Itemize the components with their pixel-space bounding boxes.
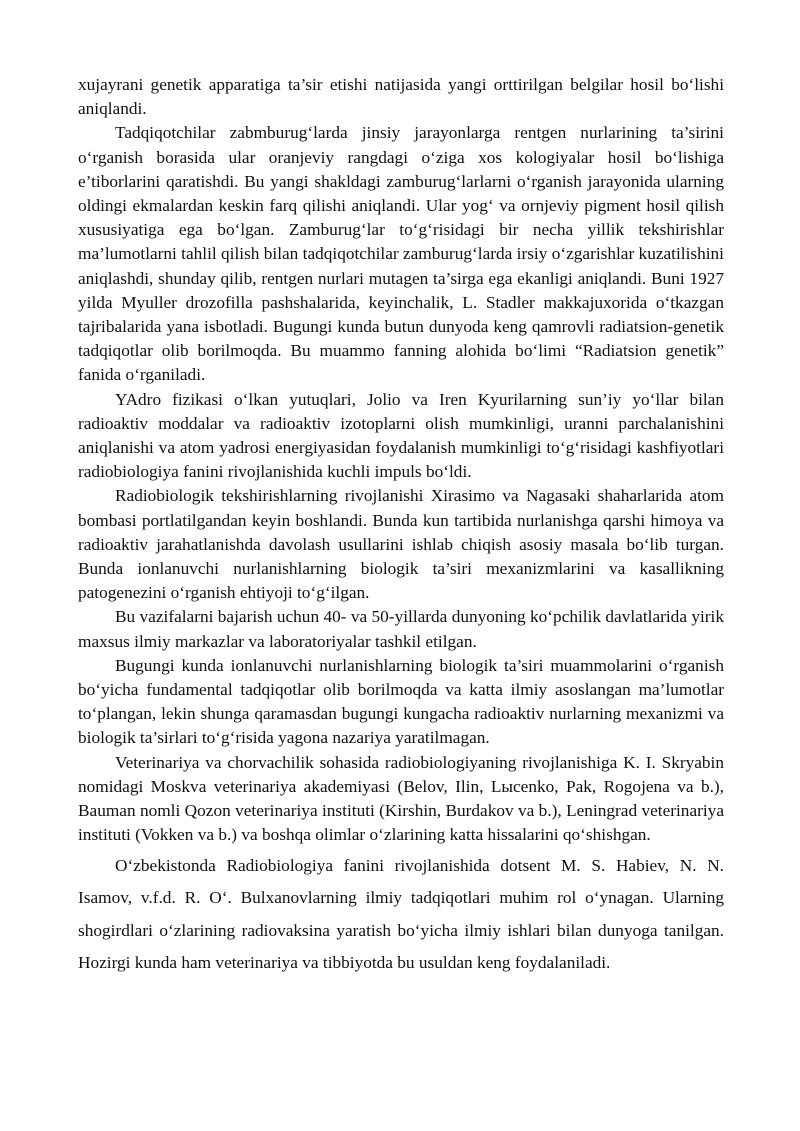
paragraph-radiobiology-history: Radiobiologik tekshirishlarning rivojlanishi Xirasimo va Nagasaki shaharlarida atom bombasi portlatilgandan keyin boshlandi. Bunda kun tartibida nurlanishga qarshi himoya va radioaktiv jarahatlanishda davolash usullarini ishlab chiqish asosiy masala bo‘lib turgan. Bunda ionlanuvchi nurlanishlarning biologik ta’siri mexanizmlarini va kasallikning patogenezini o‘rganish ehtiyoji to‘g‘ilgan.: [78, 486, 724, 603]
paragraph-current-research: Bugungi kunda ionlanuvchi nurlanishlarning biologik ta’siri muammolarini o‘rganish bo‘yicha fundamental tadqiqotlar olib borilmoqda va katta ilmiy asoslangan ma’lumotlar to‘plangan, lekin shunga qaramasdan bugungi kungacha radioaktiv nurlarning mexanizmi va biologik ta’sirlari to‘g‘risida yagona nazariya yaratilmagan.: [78, 655, 724, 748]
paragraph-uzbekistan: O‘zbekistonda Radiobiologiya fanini rivojlanishida dotsent M. S. Habiev, N. N. Isamov, v.f.d. R. O‘. Bulxanovlarning ilmiy tadqiqotlari muhim rol o‘ynagan. Ularning shogirdlari o‘zlarining radiovaksina yaratish bo‘yicha ilmiy ishlari bilan dunyoga tanilgan. Hozirgi kunda ham veterinariya va tibbiyotda bu usuldan keng foydalaniladi.: [78, 855, 724, 972]
paragraph-nuclear-physics: YAdro fizikasi o‘lkan yutuqlari, Jolio va Iren Kyurilarning sun’iy yo‘llar bilan radioaktiv moddalar va radioaktiv izotoplarni olish mumkinligi, uranni parchalanishini aniqlanishi va atom yadrosi energiyasidan foydalanish mumkinligi to‘g‘risidagi kashfiyotlari radiobiologiya fanini rivojlanishida kuchli impuls bo‘ldi.: [78, 389, 724, 482]
paragraph-continuation: xujayrani genetik apparatiga ta’sir etishi natijasida yangi orttirilgan belgilar hosil bo‘lishi aniqlandi.: [78, 75, 724, 119]
paragraph-veterinary: Veterinariya va chorvachilik sohasida radiobiologiyaning rivojlanishiga K. I. Skryabin nomidagi Moskva veterinariya akademiyasi (Belov, Ilin, Lысenko, Pak, Rogojena va b.), Bauman nomli Qozon veterinariya instituti (Kirshin, Burdakov va b.), Leningrad veterinariya instituti (Vokken va b.) va boshqa olimlar o‘zlarining katta hissalarini qo‘shishgan.: [78, 752, 724, 845]
paragraph-fungi-research: Tadqiqotchilar zabmburug‘larda jinsiy jarayonlarga rentgen nurlarining ta’sirini o‘rganish borasida ular oranjeviy rangdagi o‘ziga xos kologiyalar hosil bo‘lishiga e’tiborlarini qaratishdi. Bu yangi shakldagi zamburug‘larlarni o‘rganish jarayonida ularning oldingi ekmalardan keskin farq qilishi aniqlandi. Ular yog‘ va ornjeviy pigment hosil qilish xususiyatiga ega bo‘lgan. Zamburug‘lar to‘g‘risidagi bir necha yillik tekshirishlar ma’lumotlarni tahlil qilish bilan tadqiqotchilar zamburug‘larda irsiy o‘zgarishlar kuzatilishini aniqlashdi, shunday qilib, rentgen nurlari mutagen ta’sirga ega ekanligi aniqlandi. Buni 1927 yilda Myuller drozofilla pashshalarida, keyinchalik, L. Stadler makkajuxorida o‘tkazgan tajribalarida yana isbotladi. Bugungi kunda butun dunyoda keng qamrovli radiatsion-genetik tadqiqotlar olib borilmoqda. Bu muammo fanning alohida bo‘limi “Radiatsion genetik” fanida o‘rganiladi.: [78, 123, 724, 385]
document-page: [78, 73, 724, 980]
paragraph-research-centers: Bu vazifalarni bajarish uchun 40- va 50-yillarda dunyoning ko‘pchilik davlatlarida yirik maxsus ilmiy markazlar va laboratoriyalar tashkil etilgan.: [78, 607, 724, 651]
